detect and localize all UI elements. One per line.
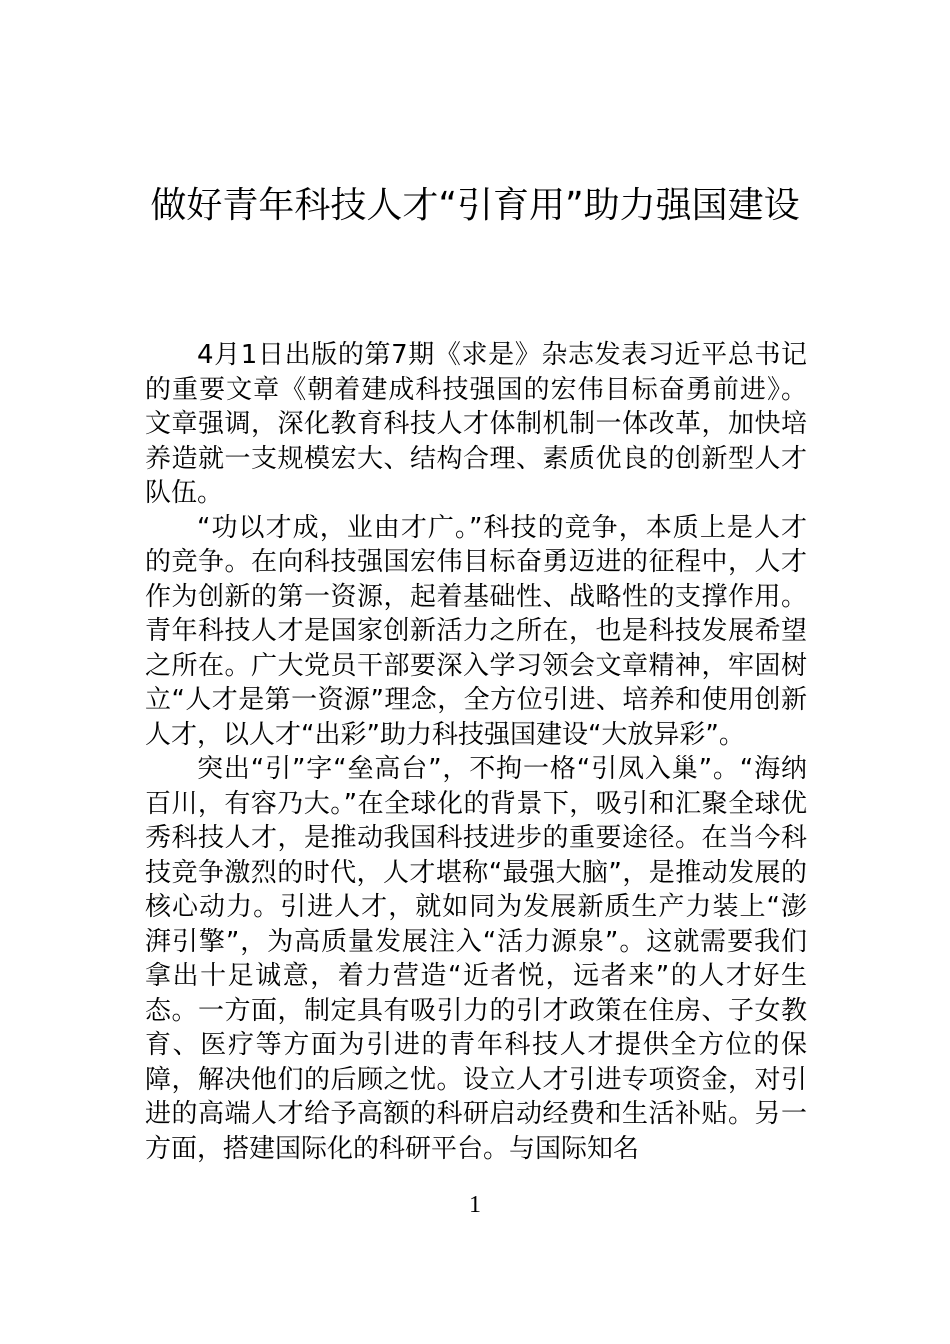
paragraph-1: 4月1日出版的第7期《求是》杂志发表习近平总书记的重要文章《朝着建成科技强国的宏伟目标奋勇前进》。文章强调，深化教育科技人才体制机制一体改革，加快培养造就一支规模宏大、结构合理、素质优良的创新型人才队伍。: [145, 340, 807, 508]
document-title: 做好青年科技人才“引育用”助力强国建设: [150, 185, 800, 226]
document-body: [145, 338, 807, 1166]
page-number: 1: [469, 1192, 481, 1218]
paragraph-2: “功以才成，业由才广。”科技的竞争，本质上是人才的竞争。在向科技强国宏伟目标奋勇迈进的征程中，人才作为创新的第一资源，起着基础性、战略性的支撑作用。青年科技人才是国家创新活力之所在，也是科技发展希望之所在。广大党员干部要深入学习领会文章精神，牢固树立“人才是第一资源”理念，全方位引进、培养和使用创新人才，以人才“出彩”助力科技强国建设“大放异彩”。: [145, 512, 807, 750]
paragraph-3: 突出“引”字“垒高台”，不拘一格“引凤入巢”。“海纳百川，有容乃大。”在全球化的背景下，吸引和汇聚全球优秀科技人才，是推动我国科技进步的重要途径。在当今科技竞争激烈的时代，人才堪称“最强大脑”，是推动发展的核心动力。引进人才，就如同为发展新质生产力装上“澎湃引擎”，为高质量发展注入“活力源泉”。这就需要我们拿出十足诚意，着力营造“近者悦，远者来”的人才好生态。一方面，制定具有吸引力的引才政策在住房、子女教育、医疗等方面为引进的青年科技人才提供全方位的保障，解决他们的后顾之忧。设立人才引进专项资金，对引进的高端人才给予高额的科研启动经费和生活补贴。另一方面，搭建国际化的科研平台。与国际知名: [145, 754, 807, 1164]
